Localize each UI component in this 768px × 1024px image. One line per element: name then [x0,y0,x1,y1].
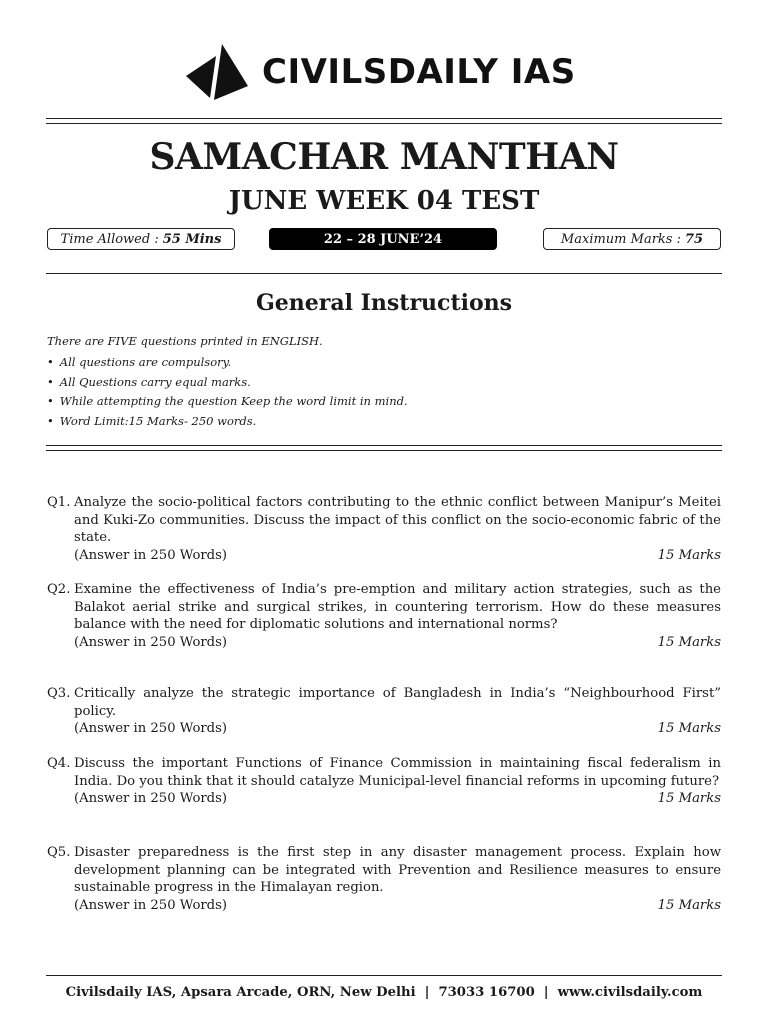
word-limit: (Answer in 250 Words) [74,547,228,563]
header-divider [46,118,722,124]
footer-phone: 73033 16700 [438,985,535,1000]
question-1 [47,494,721,564]
word-limit: (Answer in 250 Words) [74,897,228,913]
instructions-divider [46,445,722,451]
question-number: Q5. [47,845,71,860]
question-marks: 15 Marks [657,634,721,650]
question-number: Q1. [47,495,71,510]
footer-divider [46,975,722,976]
question-marks: 15 Marks [657,897,721,913]
logo-text: CIVILSDAILY IAS [262,52,576,92]
time-allowed-label: Time Allowed : [60,231,159,247]
question-text: Examine the effectiveness of India’s pre-emption and military action strategies, such as the Balakot aerial strike and surgical strikes, in countering terrorism. How do these measures balance with the need for diplomatic solutions and international norms? [74,582,721,633]
instructions-heading: General Instructions [255,290,513,316]
question-number: Q4. [47,756,71,771]
question-marks: 15 Marks [657,791,721,807]
question-text: Disaster preparedness is the first step in any disaster management process. Explain how development planning can be integrated with Prevention and Resilience measures to ensure sustainable progress in the Himalayan region. [74,845,721,896]
question-3 [47,685,721,738]
footer [0,985,768,1000]
time-allowed-value: 55 Mins [162,231,222,247]
time-allowed-box [47,228,235,250]
word-limit: (Answer in 250 Words) [74,634,228,650]
question-text: Analyze the socio-political factors contributing to the ethnic conflict between Manipur’s Meitei and Kuki-Zo communities. Discuss the impact of this conflict on the socio-economic fabric of the state. [74,495,721,546]
question-marks: 15 Marks [657,721,721,737]
question-5 [47,844,721,914]
maximum-marks-value: 75 [684,231,704,247]
maximum-marks-label: Maximum Marks : [560,231,681,247]
instruction-item: • Word Limit:15 Marks- 250 words. [47,412,408,432]
question-text: Discuss the important Functions of Finance Commission in maintaining fiscal federalism in India. Do you think that it should catalyze Municipal-level financial reforms in upcoming future? [74,756,721,789]
logo-mark-icon [186,42,248,102]
question-number: Q3. [47,686,71,701]
question-2 [47,581,721,651]
footer-separator: | [543,985,549,1000]
logo [186,42,576,102]
instruction-item: • While attempting the question Keep the word limit in mind. [47,392,408,412]
word-limit: (Answer in 250 Words) [74,791,228,807]
instruction-item: • All questions are compulsory. [47,353,408,373]
question-4 [47,755,721,808]
instructions-intro: There are FIVE questions printed in ENGLISH. [47,334,323,348]
date-range-text: 22 – 28 JUNE’24 [323,231,443,247]
date-range-badge [269,228,497,250]
question-number: Q2. [47,582,71,597]
footer-address: Civilsdaily IAS, Apsara Arcade, ORN, New Delhi [65,985,416,1000]
instruction-item: • All Questions carry equal marks. [47,373,408,393]
question-marks: 15 Marks [657,547,721,563]
question-text: Critically analyze the strategic importance of Bangladesh in India’s “Neighbourhood First” policy. [74,686,721,719]
page-title: SAMACHAR MANTHAN [149,136,619,178]
title-divider [46,273,722,274]
maximum-marks-box [543,228,721,250]
footer-website: www.civilsdaily.com [557,985,703,1000]
word-limit: (Answer in 250 Words) [74,721,228,737]
footer-separator: | [424,985,430,1000]
page-subtitle: JUNE WEEK 04 TEST [228,186,540,216]
instructions-list [47,353,408,432]
